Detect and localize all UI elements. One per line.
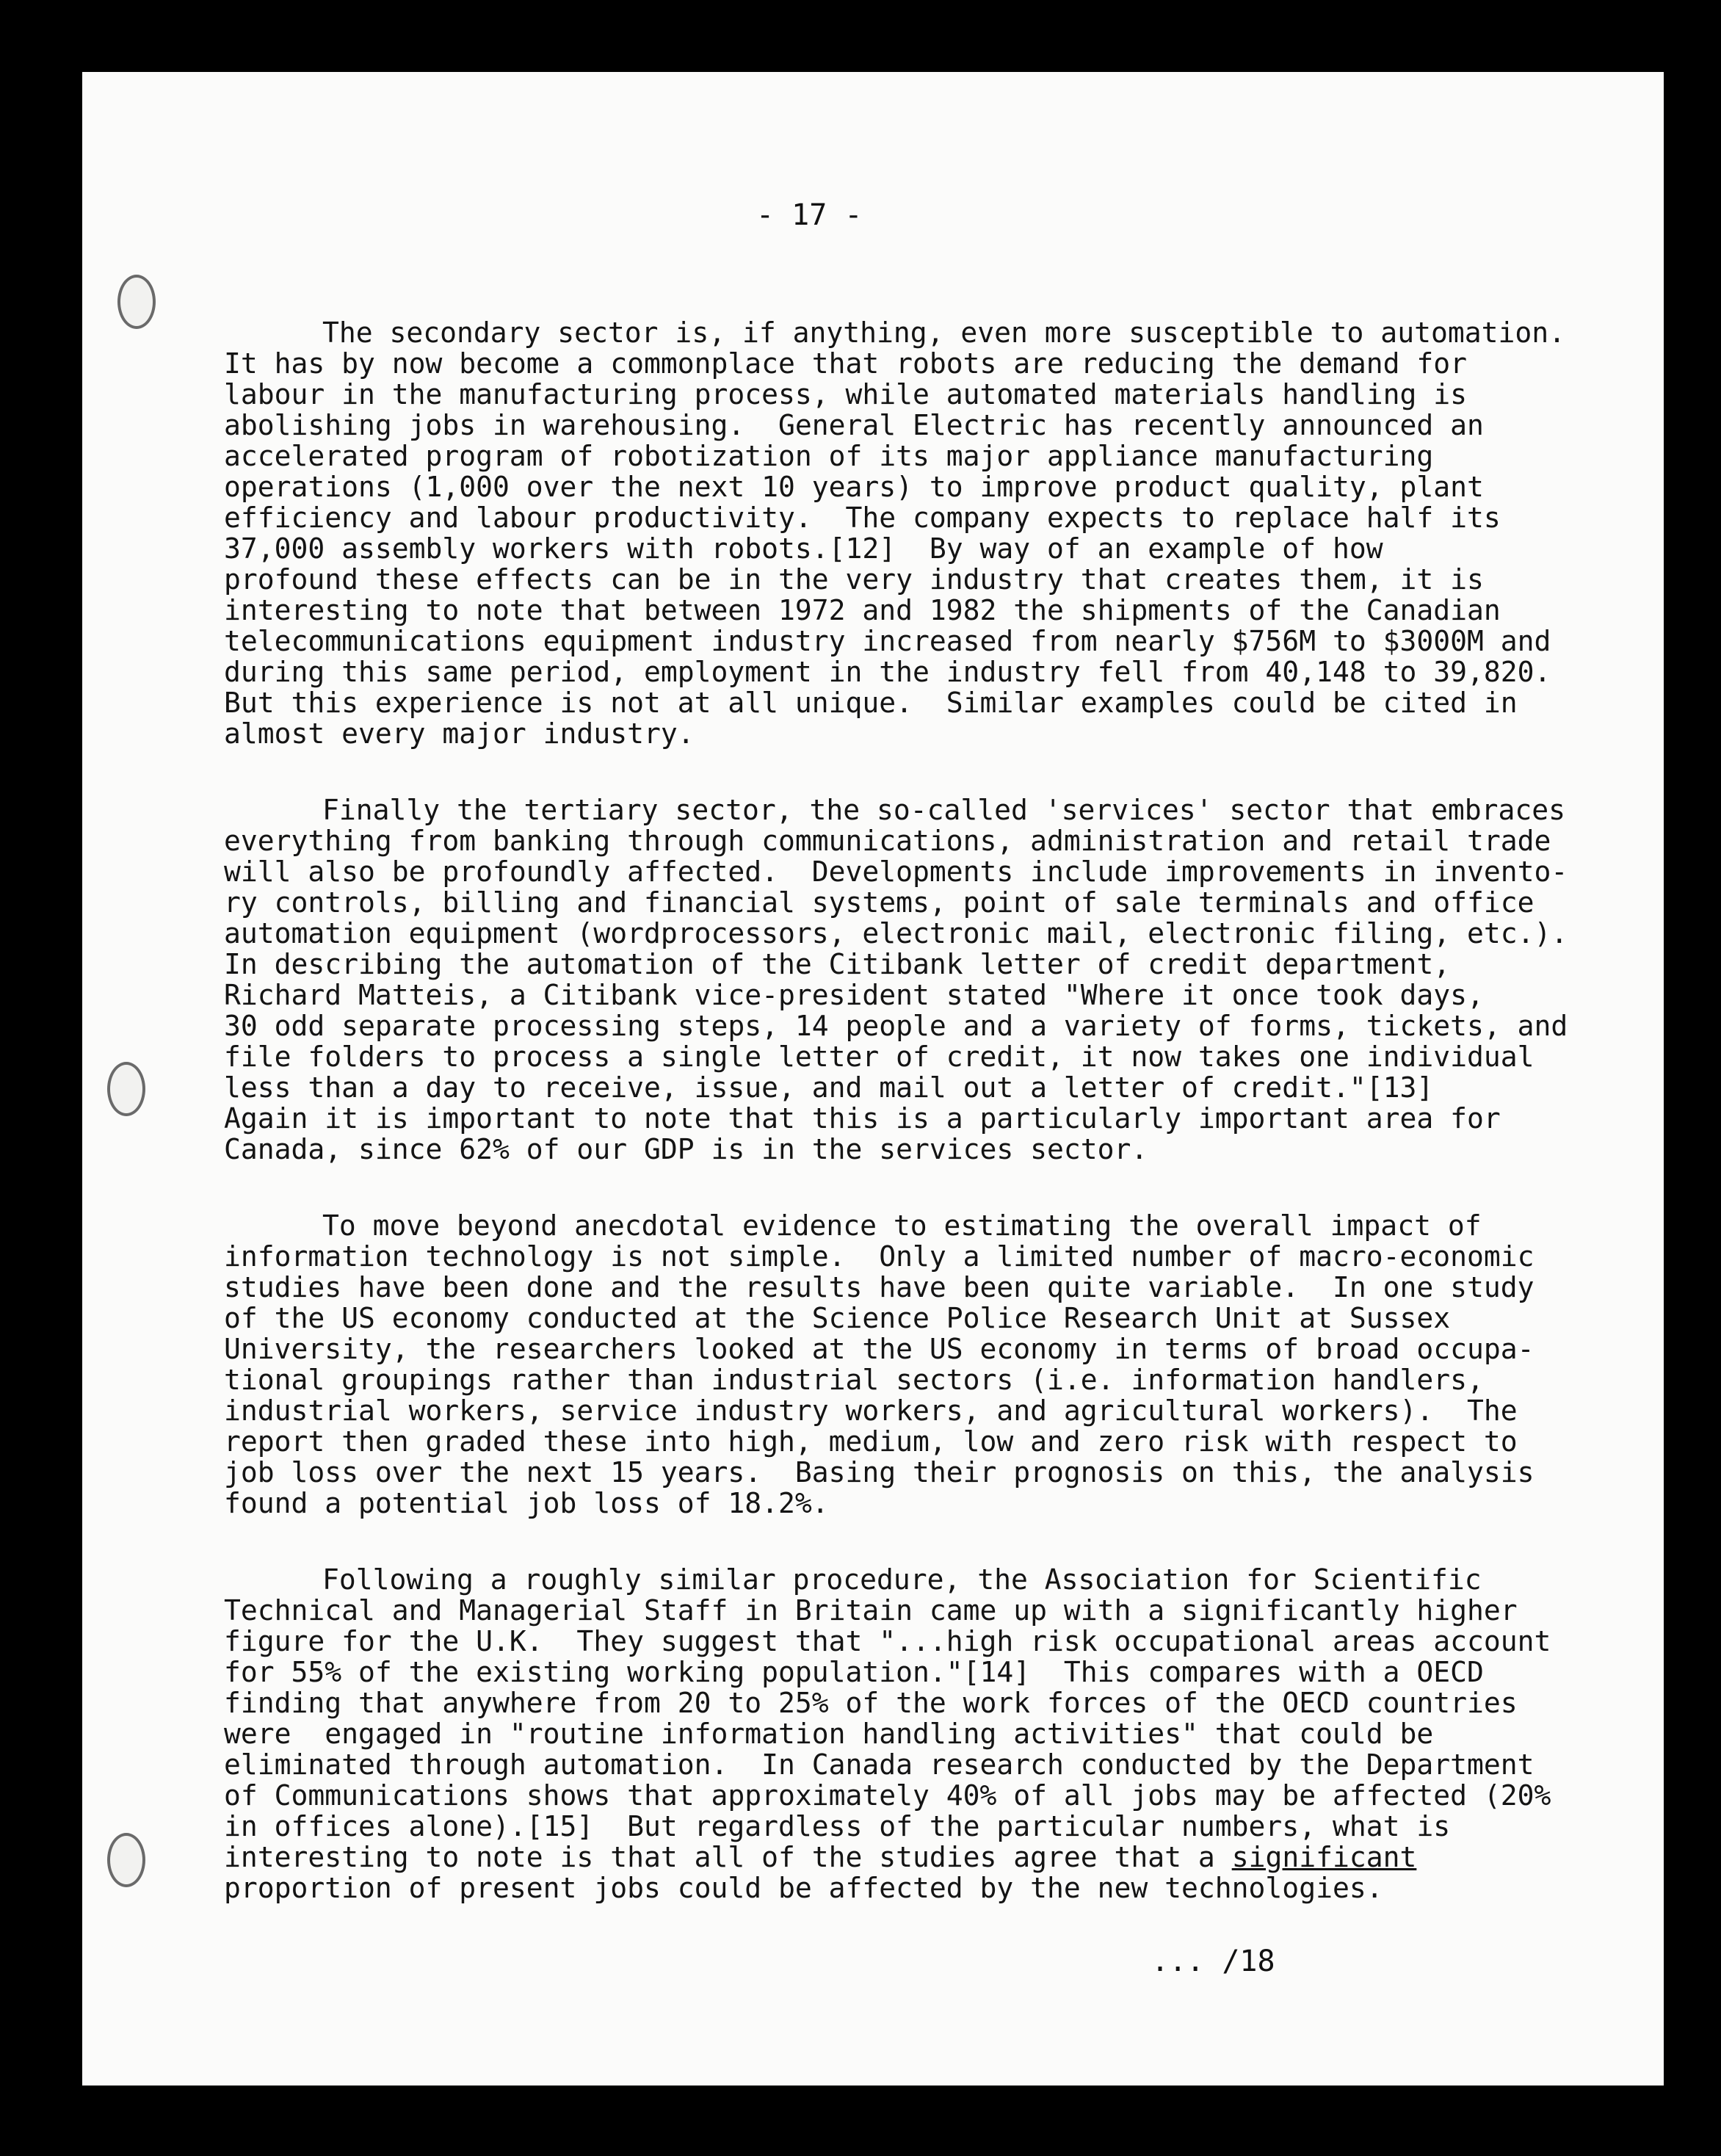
paragraph-secondary-sector xyxy=(224,316,1565,750)
text-line: In describing the automation of the Citibank letter of credit department, xyxy=(224,948,1451,980)
text-line: labour in the manufacturing process, while automated materials handling is xyxy=(224,378,1467,410)
text-line: operations (1,000 over the next 10 years) to improve product quality, plant xyxy=(224,471,1484,503)
text-line: during this same period, employment in the industry fell from 40,148 to 39,820. xyxy=(224,656,1551,688)
text-line: profound these effects can be in the very industry that creates them, it is xyxy=(224,563,1484,596)
text-line: will also be profoundly affected. Developments include improvements in invento- xyxy=(224,855,1568,888)
text-line: accelerated program of robotization of its major appliance manufacturing xyxy=(224,440,1434,472)
text-line: Technical and Managerial Staff in Britain came up with a significantly higher xyxy=(224,1594,1518,1627)
text-line: University, the researchers looked at the US economy in terms of broad occupa- xyxy=(224,1333,1535,1365)
binder-hole-icon xyxy=(107,1062,145,1116)
text-line: industrial workers, service industry workers, and agricultural workers). The xyxy=(224,1394,1518,1427)
body-text xyxy=(224,316,1568,1949)
text-line: in offices alone).[15] But regardless of the particular numbers, what is xyxy=(224,1810,1451,1842)
text-line: figure for the U.K. They suggest that "...high risk occupational areas account xyxy=(224,1625,1551,1657)
underlined-word: significant xyxy=(1231,1841,1417,1873)
text-line: information technology is not simple. Only a limited number of macro-economic xyxy=(224,1240,1535,1273)
text-line: 37,000 assembly workers with robots.[12] By way of an example of how xyxy=(224,532,1383,565)
text-line: found a potential job loss of 18.2%. xyxy=(224,1487,829,1519)
paragraph-macro-studies xyxy=(224,1209,1535,1519)
continuation-marker: ... /18 xyxy=(1151,1945,1275,1978)
text-line: job loss over the next 15 years. Basing their prognosis on this, the analysis xyxy=(224,1456,1535,1488)
paragraph-astms-oecd xyxy=(224,1563,1551,1904)
text-segment: interesting to note is that all of the studies agree that a xyxy=(224,1841,1232,1873)
text-line: Again it is important to note that this is a particularly important area for xyxy=(224,1102,1501,1135)
text-line: almost every major industry. xyxy=(224,717,695,750)
binder-hole-icon xyxy=(107,1833,145,1887)
text-line: of Communications shows that approximately 40% of all jobs may be affected (20% xyxy=(224,1779,1551,1812)
paragraph-tertiary-sector xyxy=(224,794,1568,1165)
text-line: finding that anywhere from 20 to 25% of the work forces of the OECD countries xyxy=(224,1687,1518,1719)
text-line: efficiency and labour productivity. The company expects to replace half its xyxy=(224,502,1501,534)
text-line xyxy=(224,1842,1494,1873)
text-line: for 55% of the existing working population."[14] This compares with a OECD xyxy=(224,1656,1484,1688)
text-line: tional groupings rather than industrial sectors (i.e. information handlers, xyxy=(224,1364,1484,1396)
text-line: automation equipment (wordprocessors, electronic mail, electronic filing, etc.). xyxy=(224,917,1568,949)
binder-hole-icon xyxy=(117,275,156,329)
text-line: report then graded these into high, medium, low and zero risk with respect to xyxy=(224,1425,1518,1458)
text-line: were engaged in "routine information handling activities" that could be xyxy=(224,1718,1434,1750)
text-line: everything from banking through communications, administration and retail trade xyxy=(224,825,1551,857)
text-line: eliminated through automation. In Canada research conducted by the Department xyxy=(224,1748,1535,1781)
text-line: proportion of present jobs could be affected by the new technologies. xyxy=(224,1872,1383,1904)
text-line: Following a roughly similar procedure, the Association for Scientific xyxy=(322,1563,1482,1596)
page-number: - 17 - xyxy=(756,198,863,232)
text-line: telecommunications equipment industry increased from nearly $756M to $3000M and xyxy=(224,625,1551,657)
text-line: studies have been done and the results have been quite variable. In one study xyxy=(224,1271,1535,1303)
text-line: To move beyond anecdotal evidence to estimating the overall impact of xyxy=(322,1209,1482,1242)
text-line: file folders to process a single letter of credit, it now takes one individual xyxy=(224,1041,1535,1073)
text-line: 30 odd separate processing steps, 14 people and a variety of forms, tickets, and xyxy=(224,1010,1568,1042)
text-line: Richard Matteis, a Citibank vice-president stated "Where it once took days, xyxy=(224,979,1484,1011)
text-line: ry controls, billing and financial systems, point of sale terminals and office xyxy=(224,886,1535,919)
text-line: interesting to note that between 1972 and 1982 the shipments of the Canadian xyxy=(224,594,1501,626)
text-line: The secondary sector is, if anything, even more susceptible to automation. xyxy=(322,316,1565,349)
text-line: But this experience is not at all unique. Similar examples could be cited in xyxy=(224,687,1518,719)
text-line: It has by now become a commonplace that robots are reducing the demand for xyxy=(224,347,1467,380)
text-line: abolishing jobs in warehousing. General Electric has recently announced an xyxy=(224,409,1484,441)
text-line: less than a day to receive, issue, and mail out a letter of credit."[13] xyxy=(224,1071,1434,1104)
text-line: of the US economy conducted at the Science Police Research Unit at Sussex xyxy=(224,1302,1451,1334)
text-line: Canada, since 62% of our GDP is in the services sector. xyxy=(224,1133,1148,1165)
text-line: Finally the tertiary sector, the so-called 'services' sector that embraces xyxy=(322,794,1565,826)
